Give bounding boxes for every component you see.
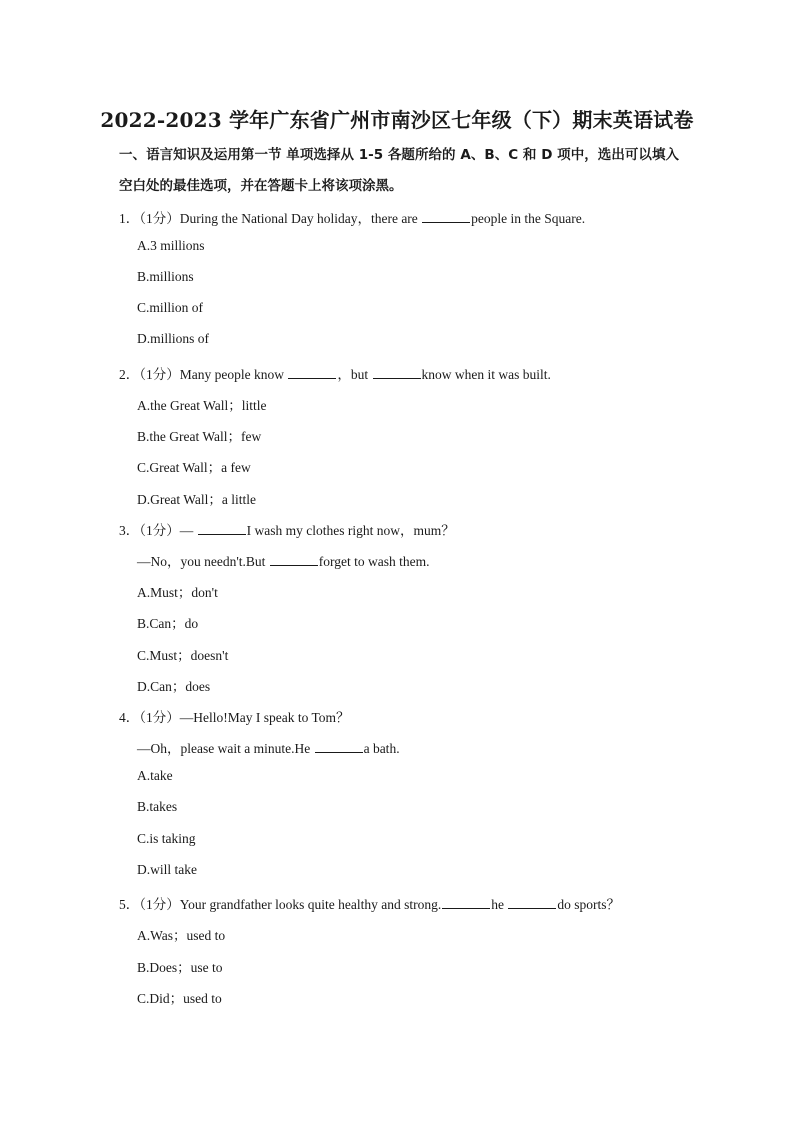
answer-blank [270,554,318,566]
question-points: （1分） [139,523,180,538]
reply-text: —Oh，please wait a minute.He [137,741,311,756]
stem-text: — [179,523,197,538]
question-points: （1分） [139,211,180,226]
answer-blank [373,367,421,379]
question-points: （1分） [139,367,180,382]
stem-text: —Hello!May I speak to Tom？ [179,710,350,725]
stem-text: know when it was built. [421,367,551,382]
question-1-stem [119,207,585,227]
question-5-option-b: B.Does；use to [137,960,223,975]
reply-text: —No，you needn't.But [137,554,266,569]
answer-blank [422,211,470,223]
reply-text: a bath. [363,741,400,756]
question-1-option-a: A.3 millions [137,238,205,253]
question-3-reply [137,550,430,570]
question-points: （1分） [139,710,180,725]
stem-text: do sports？ [557,897,620,912]
question-4-reply [137,737,400,757]
question-3-option-c: C.Must；doesn't [137,648,229,663]
answer-blank [508,897,556,909]
stem-text: Your grandfather looks quite healthy and strong. [179,897,442,912]
question-3-option-a: A.Must；don't [137,585,218,600]
answer-blank [288,367,336,379]
question-5-option-c: C.Did；used to [137,991,222,1006]
question-2-option-c: C.Great Wall；a few [137,460,251,475]
answer-blank [442,897,490,909]
question-number: 2． [119,367,140,382]
answer-blank [315,741,363,753]
stem-text: he [491,897,504,912]
question-number: 3． [119,523,140,538]
question-number: 1． [119,211,140,226]
question-3-option-b: B.Can；do [137,616,199,631]
question-3-option-d: D.Can；does [137,679,211,694]
stem-text: ，but [337,367,369,382]
section-instructions: 一、语言知识及运用第一节 单项选择从 1-5 各题所给的 A、B、C 和 D 项中，选出可以填入空白处的最佳选项，并在答题卡上将该项涂黑。 [119,147,679,194]
question-4-stem [119,706,350,726]
question-1-option-c: C.million of [137,300,204,315]
question-2-option-d: D.Great Wall；a little [137,492,257,507]
stem-text: Many people know [179,367,284,382]
stem-text: During the National Day holiday，there are [179,211,418,226]
question-4-option-b: B.takes [137,799,178,814]
reply-text: forget to wash them. [318,554,430,569]
question-4-option-a: A.take [137,768,173,783]
stem-text: I wash my clothes right now，mum？ [246,523,455,538]
question-4-option-d: D.will take [137,862,197,877]
question-2-stem [119,363,551,383]
question-3-stem [119,519,455,539]
question-2-option-a: A.the Great Wall；little [137,398,267,413]
answer-blank [198,523,246,535]
question-number: 5． [119,897,140,912]
question-5-option-a: A.Was；used to [137,928,226,943]
question-5-stem [119,893,620,913]
question-1-option-d: D.millions of [137,331,210,346]
question-2-option-b: B.the Great Wall；few [137,429,262,444]
question-number: 4． [119,710,140,725]
stem-text: people in the Square. [471,211,586,226]
question-4-option-c: C.is taking [137,831,196,846]
exam-title: 2022-2023 学年广东省广州市南沙区七年级（下）期末英语试卷 [100,108,694,132]
question-1-option-b: B.millions [137,269,194,284]
question-points: （1分） [139,897,180,912]
